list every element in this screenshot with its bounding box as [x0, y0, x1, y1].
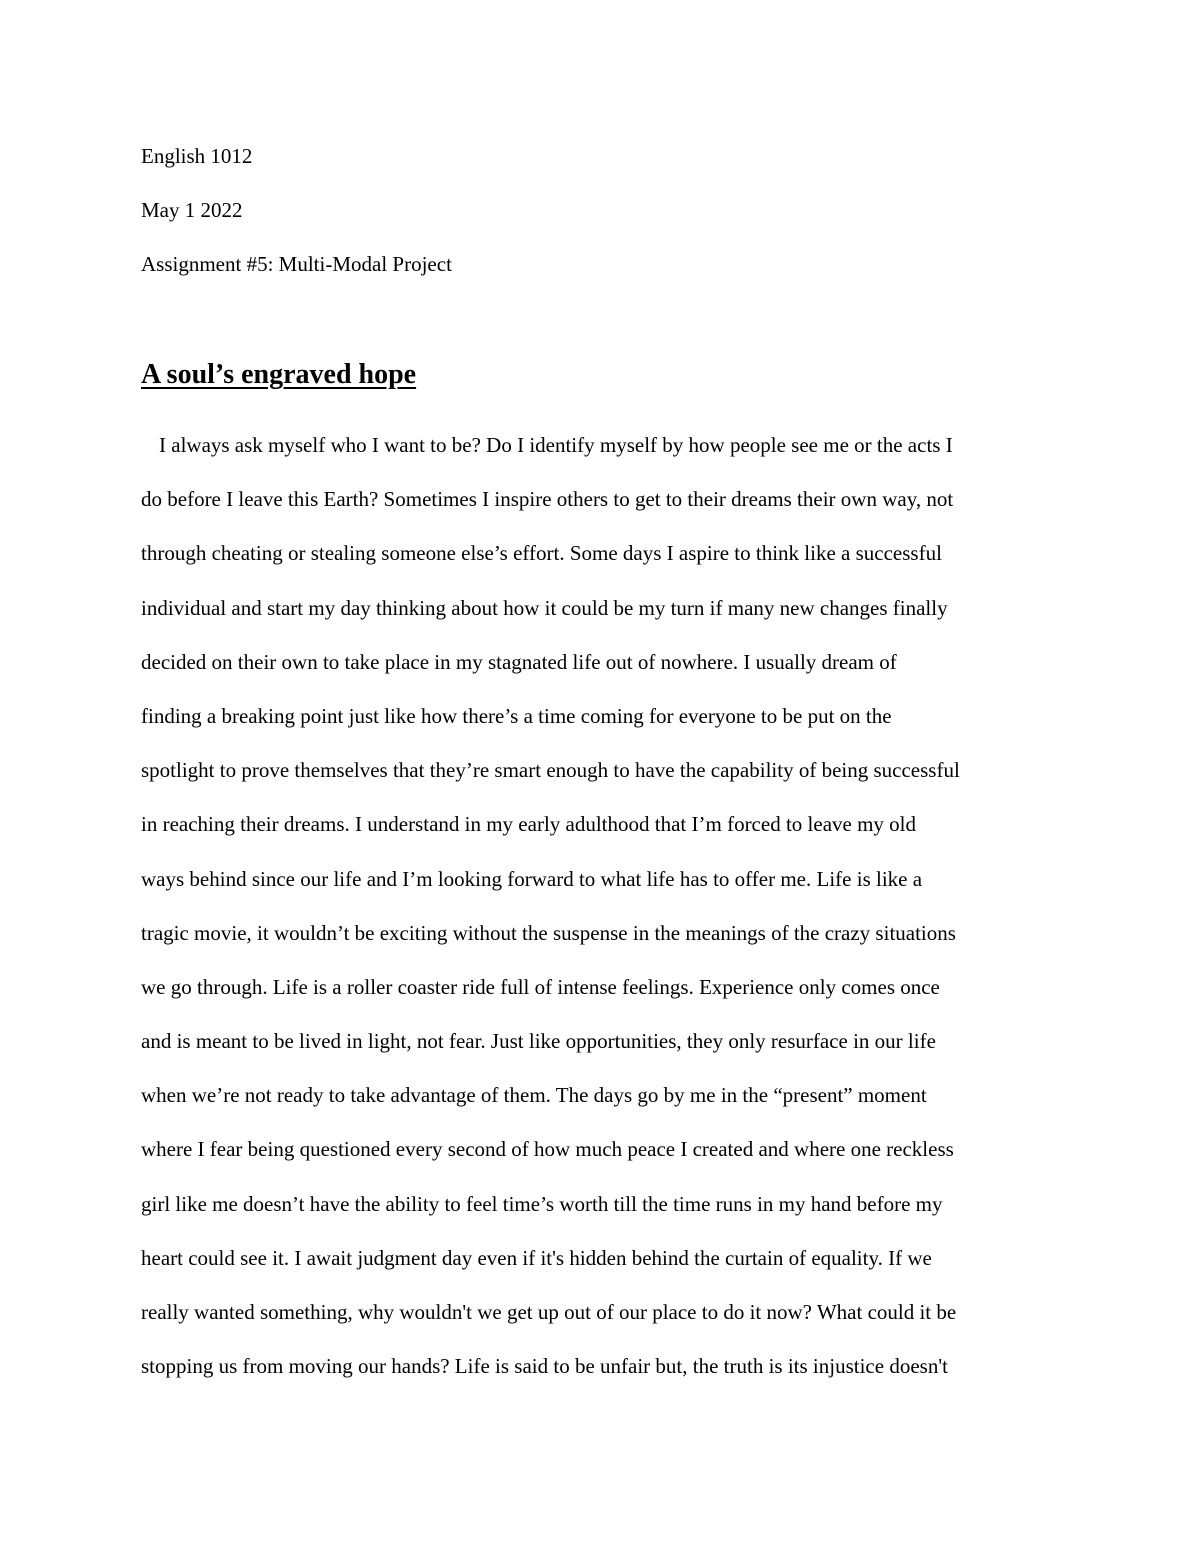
essay-line: spotlight to prove themselves that they’re smart enough to have the capability of being successful	[141, 758, 960, 783]
essay-line: and is meant to be lived in light, not fear. Just like opportunities, they only resurface in our life	[141, 1029, 936, 1054]
document-date: May 1 2022	[141, 198, 243, 222]
essay-line: I always ask myself who I want to be? Do I identify myself by how people see me or the acts I	[159, 433, 953, 457]
essay-line: stopping us from moving our hands? Life is said to be unfair but, the truth is its injustice doesn't	[141, 1354, 948, 1379]
course-name: English 1012	[141, 144, 253, 168]
essay-line: really wanted something, why wouldn't we get up out of our place to do it now? What could it be	[141, 1300, 957, 1324]
essay-line: decided on their own to take place in my stagnated life out of nowhere. I usually dream of	[141, 649, 897, 674]
essay-line: tragic movie, it wouldn’t be exciting without the suspense in the meanings of the crazy situations	[141, 920, 956, 945]
essay-line: girl like me doesn’t have the ability to feel time’s worth till the time runs in my hand before my	[141, 1191, 943, 1216]
essay-line: finding a breaking point just like how there’s a time coming for everyone to be put on the	[141, 703, 892, 728]
essay-line: do before I leave this Earth? Sometimes I inspire others to get to their dreams their own way, not	[141, 487, 954, 512]
essay-line: individual and start my day thinking about how it could be my turn if many new changes finally	[141, 595, 948, 620]
essay-line: we go through. Life is a roller coaster ride full of intense feelings. Experience only comes once	[141, 974, 940, 999]
essay-body	[141, 428, 1081, 1403]
essay-line: where I fear being questioned every second of how much peace I created and where one reckless	[141, 1137, 954, 1162]
assignment-title: Assignment #5: Multi-Modal Project	[141, 252, 452, 276]
essay-line: in reaching their dreams. I understand in my early adulthood that I’m forced to leave my old	[141, 812, 917, 837]
essay-line: heart could see it. I await judgment day even if it's hidden behind the curtain of equality. If we	[141, 1245, 932, 1270]
essay-title: A soul’s engraved hope	[141, 359, 417, 390]
essay-line: when we’re not ready to take advantage of them. The days go by me in the “present” moment	[141, 1083, 927, 1108]
essay-line: ways behind since our life and I’m looking forward to what life has to offer me. Life is like a	[141, 866, 923, 891]
essay-line: through cheating or stealing someone else’s effort. Some days I aspire to think like a successful	[141, 541, 942, 566]
